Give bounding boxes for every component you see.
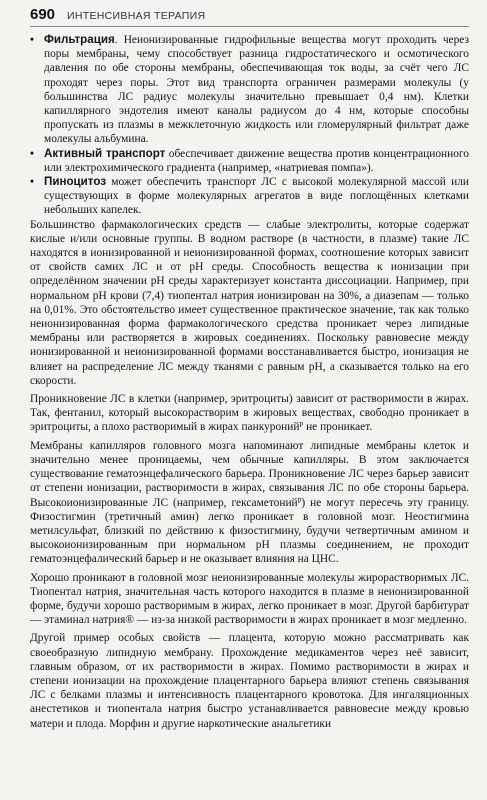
paragraph-brain-penetration: Хорошо проникают в головной мозг неионизированные молекулы жирорастворимых ЛС. Тиопентал натрия, значительная часть которого находится в плазме в неионизированной форме, будучи хорошо растворимым в жирах, легко проникает в мозг. Другой барбитурат — этаминал натрия® — из-за низкой растворимости в жирах проникает в мозг медленно. <box>30 571 469 627</box>
bullet-list <box>30 33 469 218</box>
bullet-icon: • <box>30 34 34 46</box>
bullet-icon: • <box>30 147 34 160</box>
page-number: 690 <box>30 6 56 23</box>
bullet-filtration <box>30 33 469 147</box>
bullet-term: Фильтрация <box>44 33 115 46</box>
page-header <box>30 6 469 27</box>
bullet-text: . Неионизированные гидрофильные вещества могут проходить через поры мембраны, чему способствует разница гидростатического и осмотического давления по обе стороны мембраны, обеспечивающая ток воды, за счёт чего ЛС проходят через поры. Этот вид транспорта ограничен размерами молекулы (у большинства ЛС радиус молекулы значительно превышает 0,4 нм). Клетки капиллярного эндотелия имеют каналы радиусом до 4 нм, которые способны пропускать из плазмы в межклеточную жидкость или гломерулярный фильтрат даже молекулы альбумина. <box>44 34 469 146</box>
paragraph-blood-brain-barrier: Мембраны капилляров головного мозга напоминают липидные мембраны клеток и значительно менее проницаемы, чем обычные капилляры. В этом заключается существование гематоэнцефалического барьера. Проникновение ЛС через барьер зависит от степени ионизации, растворимости в жирах, связывания ЛС по обе стороны барьера. Высокоионизированные ЛС (например, гексаметонийᴾ) не могут пересечь эту границу. Физостигмин (третичный амин) легко проникает в головной мозг. Неостигмина метилсульфат, близкий по действию к физостигмину, будучи четвертичным амином и высокоионизированным при нормальном pH плазмы соединением, не проходит гематоэнцефалический барьер и не оказывает влияния на ЦНС. <box>30 439 469 566</box>
bullet-text: может обеспечить транспорт ЛС с высокой молекулярной массой или существующих в форме молекулярных агрегатов в виде поглощённых клетками небольших капелек. <box>44 176 469 217</box>
bullet-term: Активный транспорт <box>44 146 166 160</box>
bullet-pinocytosis <box>30 175 469 218</box>
paragraph-cell-penetration: Проникновение ЛС в клетки (например, эритроциты) зависит от растворимости в жирах. Так, фентанил, который высокорастворим в жировых веществах, свободно проникает в эритроциты, а плохо растворимый в жирах панкуронийᴾ не проникает. <box>30 393 469 434</box>
bullet-active-transport <box>30 147 469 175</box>
bullet-text: обеспечивает движение вещества против концентрационного или электрохимического градиента (например, «натриевая помпа»). <box>44 147 469 174</box>
bullet-icon: • <box>30 176 34 189</box>
bullet-term: Пиноцитоз <box>44 175 107 189</box>
running-title: ИНТЕНСИВНАЯ ТЕРАПИЯ <box>67 10 206 22</box>
paragraph-placenta: Другой пример особых свойств — плацента, которую можно рассматривать как своеобразную липидную мембрану. Прохождение медикаментов через неё зависит, главным образом, от их растворимости в жирах. Помимо растворимости в жирах и степени ионизации на прохождение плацентарного барьера влияют степень связывания ЛС с белками плазмы и интенсивность плацентарного кровотока. Для ингаляционных анестетиков и тиопентала натрия быстро устанавливается равновесие между кровью матери и плода. Морфин и другие наркотические анальгетики <box>30 632 469 730</box>
paragraph-electrolytes: Большинство фармакологических средств — слабые электролиты, которые содержат кислые и/или основные группы. В водном растворе (в частности, в плазме) такие ЛС находятся в ионизированной и неионизированной формах, соотношение которых зависит от свойств самих ЛС и от pH среды. Способность вещества к ионизации при определённом значении pH среды характеризует константа диссоциации. Например, при нормальном pH крови (7,4) тиопентал натрия ионизирован на 30%, а диазепам — только на 0,01%. Это обстоятельство имеет существенное практическое значение, так как только неионизированная форма фармакологического средства проникает через липидные мембраны или растворяется в жировых соединениях. Поскольку равновесие между ионизированной и неионизированной формами восстанавливается быстро, ионизация не влияет на распределение ЛС между тканями с равным pH, а сказывается только на его скорости. <box>30 218 469 387</box>
